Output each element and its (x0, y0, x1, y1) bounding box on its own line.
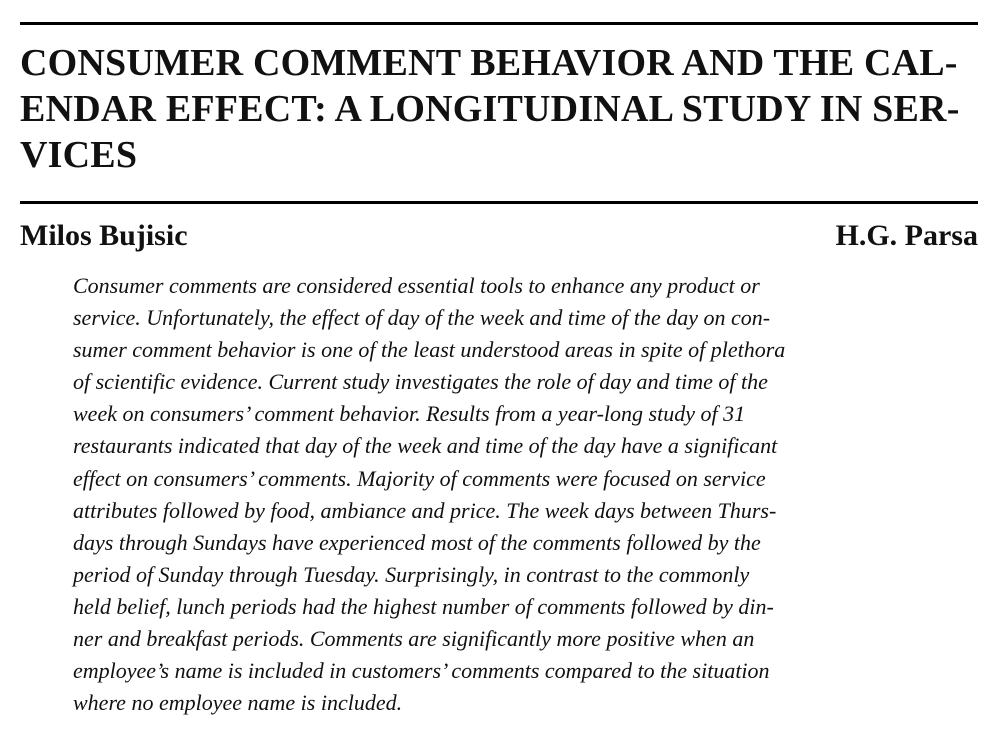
title-divider-rule (20, 201, 978, 204)
abstract-line: of scientific evidence. Current study investigates the role of day and time of the (73, 369, 768, 395)
title-line: ENDAR EFFECT: A LONGITUDINAL STUDY IN SER- (20, 88, 960, 130)
abstract-line: restaurants indicated that day of the week and time of the day have a significant (73, 433, 778, 459)
abstract-line: service. Unfortunately, the effect of day of the week and time of the day on con- (73, 305, 771, 331)
abstract-line: week on consumers’ comment behavior. Results from a year-long study of 31 (73, 401, 746, 427)
author-name-second: H.G. Parsa (835, 219, 978, 252)
abstract-line: sumer comment behavior is one of the least understood areas in spite of plethora (73, 337, 786, 363)
abstract-line: employee’s name is included in customers’ comments compared to the situation (73, 658, 770, 684)
abstract-line: days through Sundays have experienced most of the comments followed by the (73, 529, 761, 555)
abstract-line: attributes followed by food, ambiance and price. The week days between Thurs- (73, 497, 777, 523)
abstract-line: where no employee name is included. (73, 690, 403, 716)
abstract (73, 270, 925, 719)
title-line: CONSUMER COMMENT BEHAVIOR AND THE CAL- (20, 42, 958, 84)
author-name-first: Milos Bujisic (20, 219, 188, 252)
title-line: VICES (20, 134, 138, 176)
abstract-line: period of Sunday through Tuesday. Surprisingly, in contrast to the commonly (73, 561, 750, 587)
top-rule (20, 22, 978, 25)
abstract-line: ner and breakfast periods. Comments are significantly more positive when an (73, 626, 755, 652)
abstract-line: held belief, lunch periods had the highest number of comments followed by din- (73, 593, 774, 619)
abstract-line: effect on consumers’ comments. Majority of comments were focused on service (73, 465, 766, 491)
abstract-line: Consumer comments are considered essential tools to enhance any product or (73, 273, 760, 298)
paper-title (20, 40, 980, 178)
